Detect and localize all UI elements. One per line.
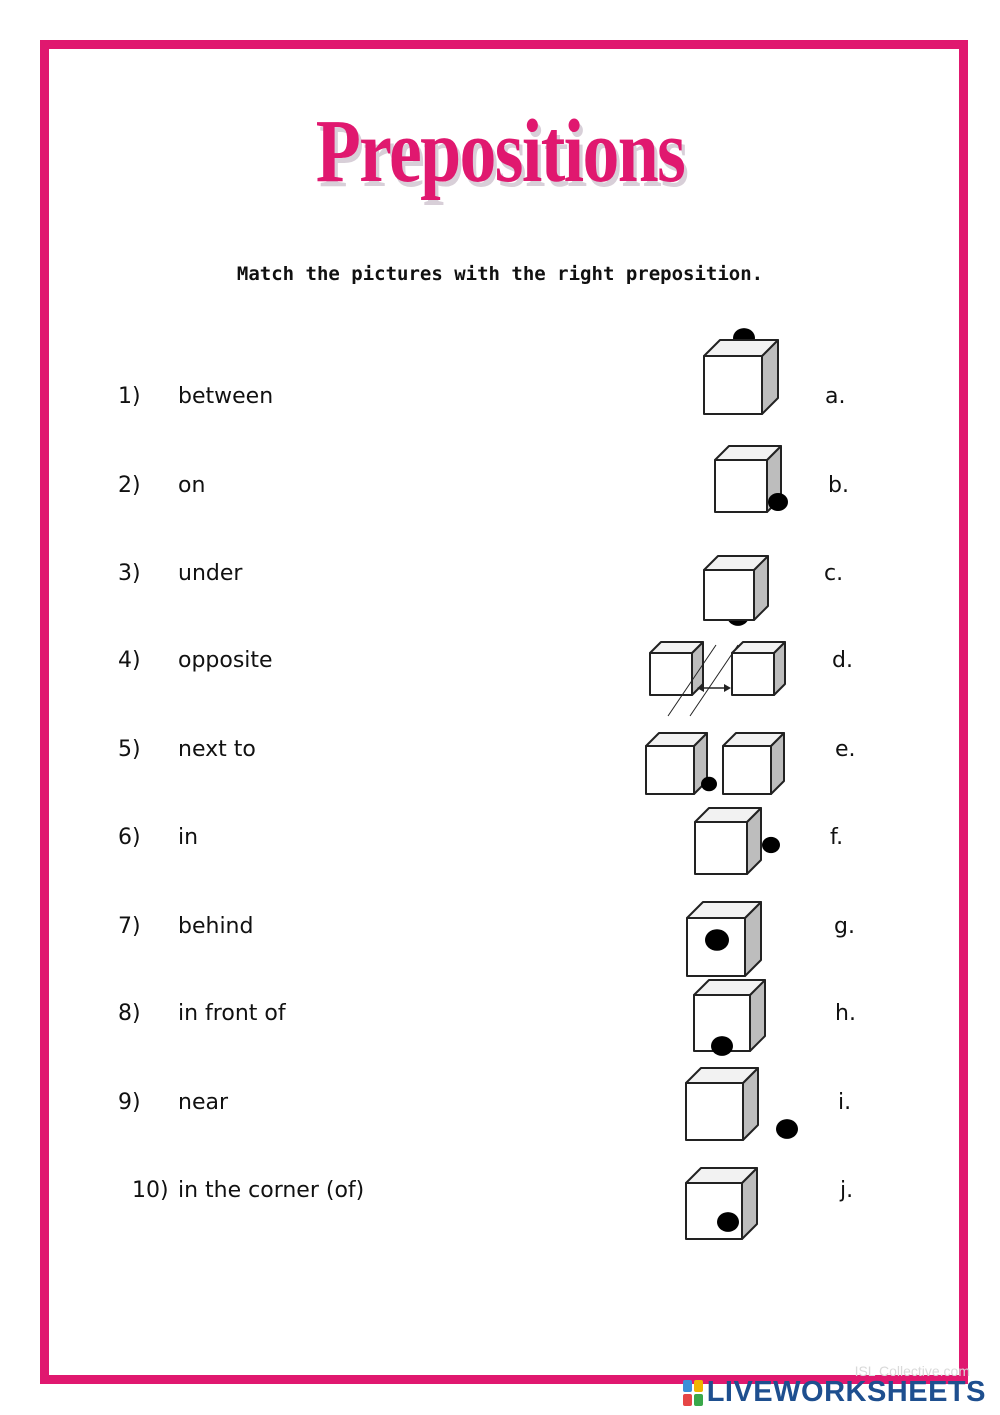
instruction-text: Match the pictures with the right preposition.	[236, 263, 764, 285]
worksheet-title: Prepositions	[315, 102, 685, 201]
ball-icon	[717, 1212, 739, 1232]
item-number: 3)	[118, 561, 141, 586]
item-number: 4)	[118, 648, 141, 673]
cube-icon	[650, 642, 703, 695]
arrow-head-right-icon	[724, 684, 731, 692]
picture-letter: e.	[835, 737, 856, 762]
item-word: in the corner (of)	[178, 1178, 365, 1203]
item-word: under	[178, 561, 243, 586]
item-word: on	[178, 473, 206, 498]
item-number: 5)	[118, 737, 141, 762]
item-number: 8)	[118, 1001, 141, 1026]
item-word: between	[178, 384, 274, 409]
picture-letter: a.	[825, 384, 846, 409]
liveworksheets-watermark	[683, 1376, 986, 1409]
item-number: 9)	[118, 1090, 141, 1115]
ball-icon	[711, 1036, 733, 1056]
liveworksheets-brand: LIVEWORKSHEETS	[706, 1376, 986, 1408]
ball-icon	[705, 929, 729, 951]
item-word: in front of	[178, 1001, 286, 1026]
item-number: 2)	[118, 473, 141, 498]
liveworksheets-logo-icon	[683, 1380, 703, 1406]
picture-letter: j.	[840, 1178, 854, 1203]
picture-letter: g.	[834, 914, 855, 939]
watermark-faint-text: ISL Collective.com	[854, 1363, 970, 1379]
cube-icon	[695, 808, 761, 874]
picture-letter: i.	[838, 1090, 852, 1115]
item-number: 6)	[118, 825, 141, 850]
picture-letter: h.	[835, 1001, 856, 1026]
item-word: in	[178, 825, 199, 850]
item-number: 10)	[132, 1178, 169, 1203]
cube-icon	[704, 340, 778, 414]
picture-letter: f.	[830, 825, 844, 850]
cube-icon	[732, 642, 785, 695]
picture-letter: b.	[828, 473, 849, 498]
item-word: next to	[178, 737, 256, 762]
cube-icon	[686, 1068, 758, 1140]
ball-icon	[776, 1119, 798, 1139]
cube-icon	[723, 733, 784, 794]
item-number: 7)	[118, 914, 141, 939]
item-word: behind	[178, 914, 254, 939]
item-number: 1)	[118, 384, 141, 409]
picture-letter: d.	[832, 648, 853, 673]
item-word: near	[178, 1090, 229, 1115]
picture-letter: c.	[824, 561, 844, 586]
ball-icon	[762, 837, 780, 853]
cube-icon	[646, 733, 707, 794]
item-word: opposite	[178, 648, 273, 673]
ball-icon	[701, 777, 717, 791]
ball-icon	[768, 493, 788, 511]
cube-icon	[704, 556, 768, 620]
